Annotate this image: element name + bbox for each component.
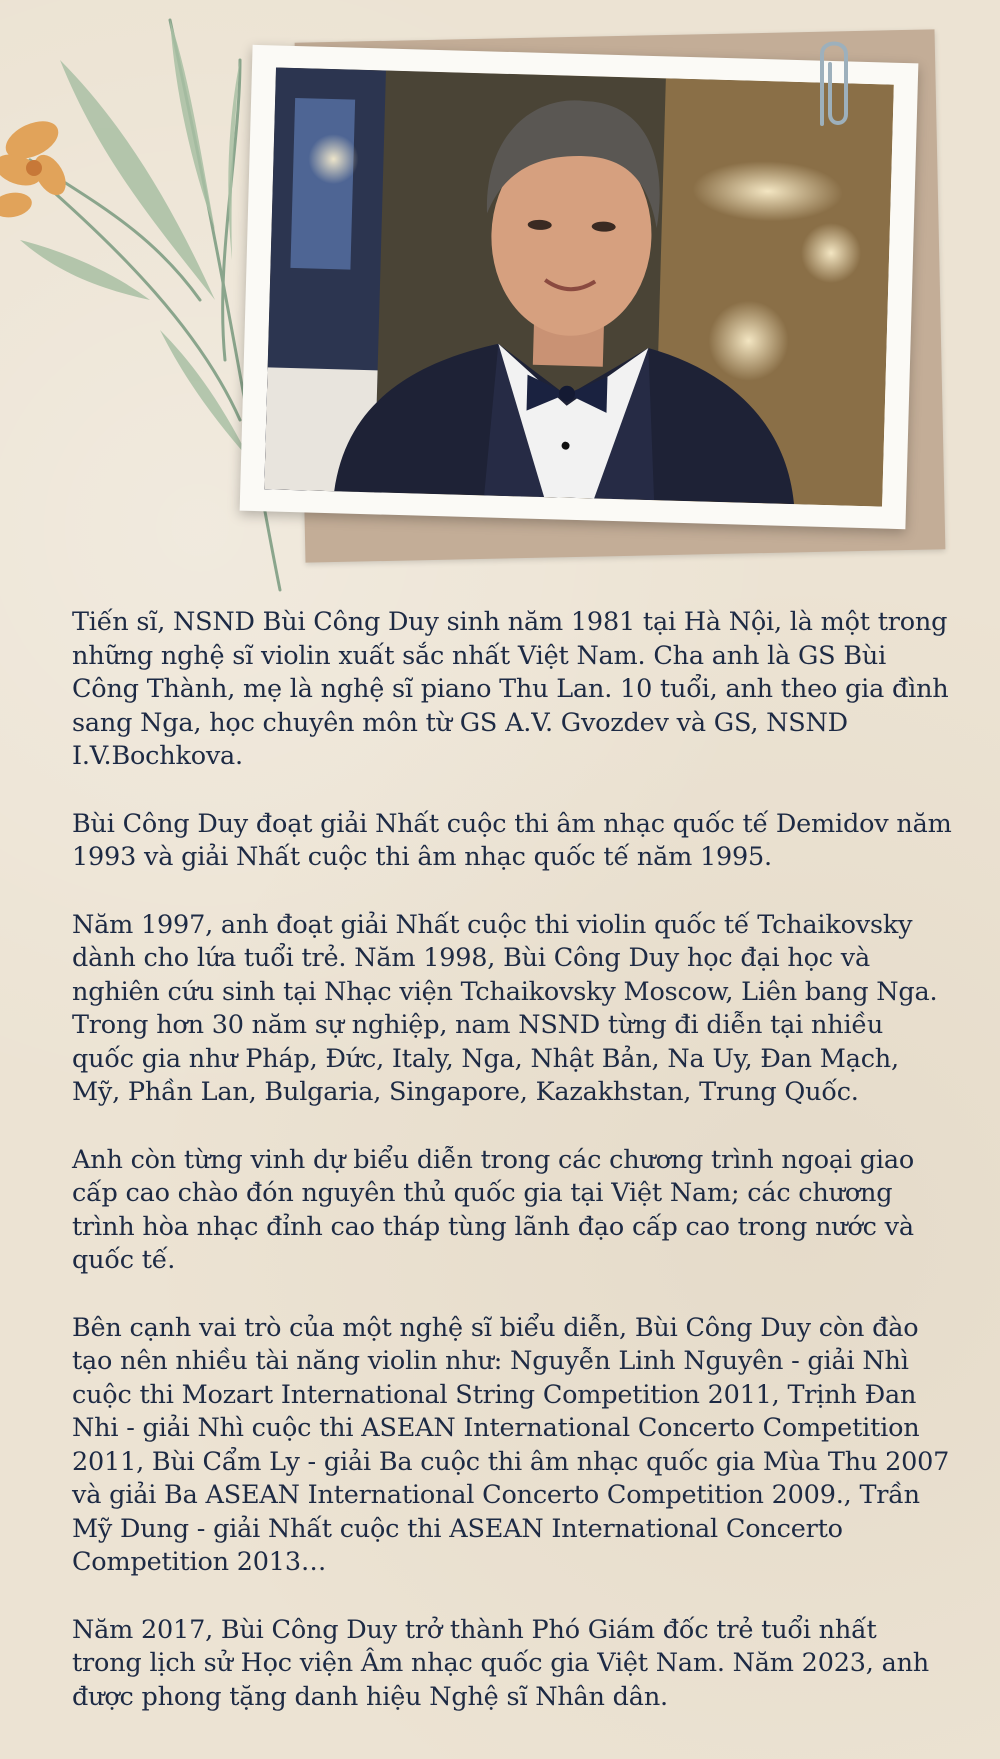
paragraph-early-awards: Bùi Công Duy đoạt giải Nhất cuộc thi âm nhạc quốc tế Demidov năm 1993 và giải Nhất cuộc thi âm nhạc quốc tế năm 1995. bbox=[72, 808, 952, 872]
paragraph-career: Năm 1997, anh đoạt giải Nhất cuộc thi violin quốc tế Tchaikovsky dành cho lứa tuổi trẻ. Năm 1998, Bùi Công Duy học đại học và nghiên cứu sinh tại Nhạc viện Tchaikovsky Moscow, Liên bang Nga. Trong hơn 30 năm sự nghiệp, nam NSND từng đi diễn tại nhiều quốc gia như Pháp, Đức, Italy, Nga, Nhật Bản, Na Uy, Đan Mạch, Mỹ, Phần Lan, Bulgaria, Singapore, Kazakhstan, Trung Quốc. bbox=[72, 909, 938, 1107]
paragraph-diplomatic-performances: Anh còn từng vinh dự biểu diễn trong các chương trình ngoại giao cấp cao chào đón nguyên thủ quốc gia tại Việt Nam; các chương trình hòa nhạc đỉnh cao tháp tùng lãnh đạo cấp cao trong nước và quốc tế. bbox=[72, 1144, 914, 1275]
article-body bbox=[72, 606, 952, 1748]
paragraph-teaching: Bên cạnh vai trò của một nghệ sĩ biểu diễn, Bùi Công Duy còn đào tạo nên nhiều tài năng violin như: Nguyễn Linh Nguyên - giải Nhì cuộc thi Mozart International String Competition 2011, Trịnh Đan Nhi - giải Nhì cuộc thi ASEAN International Concerto Competition 2011, Bùi Cẩm Ly - giải Ba cuộc thi âm nhạc quốc gia Mùa Thu 2007 và giải Ba ASEAN International Concerto Competition 2009., Trần Mỹ Dung - giải Nhất cuộc thi ASEAN International Concerto Competition 2013… bbox=[72, 1312, 950, 1577]
portrait-photo bbox=[264, 67, 894, 506]
paragraph-academy-role: Năm 2017, Bùi Công Duy trở thành Phó Giám đốc trẻ tuổi nhất trong lịch sử Học viện Âm nhạc quốc gia Việt Nam. Năm 2023, anh được phong tặng danh hiệu Nghệ sĩ Nhân dân. bbox=[72, 1614, 930, 1712]
paperclip-icon bbox=[808, 34, 856, 134]
paragraph-biography: Tiến sĩ, NSND Bùi Công Duy sinh năm 1981 tại Hà Nội, là một trong những nghệ sĩ violin xuất sắc nhất Việt Nam. Cha anh là GS Bùi Công Thành, mẹ là nghệ sĩ piano Thu Lan. 10 tuổi, anh theo gia đình sang Nga, học chuyên môn từ GS A.V. Gvozdev và GS, NSND I.V.Bochkova. bbox=[72, 607, 949, 771]
